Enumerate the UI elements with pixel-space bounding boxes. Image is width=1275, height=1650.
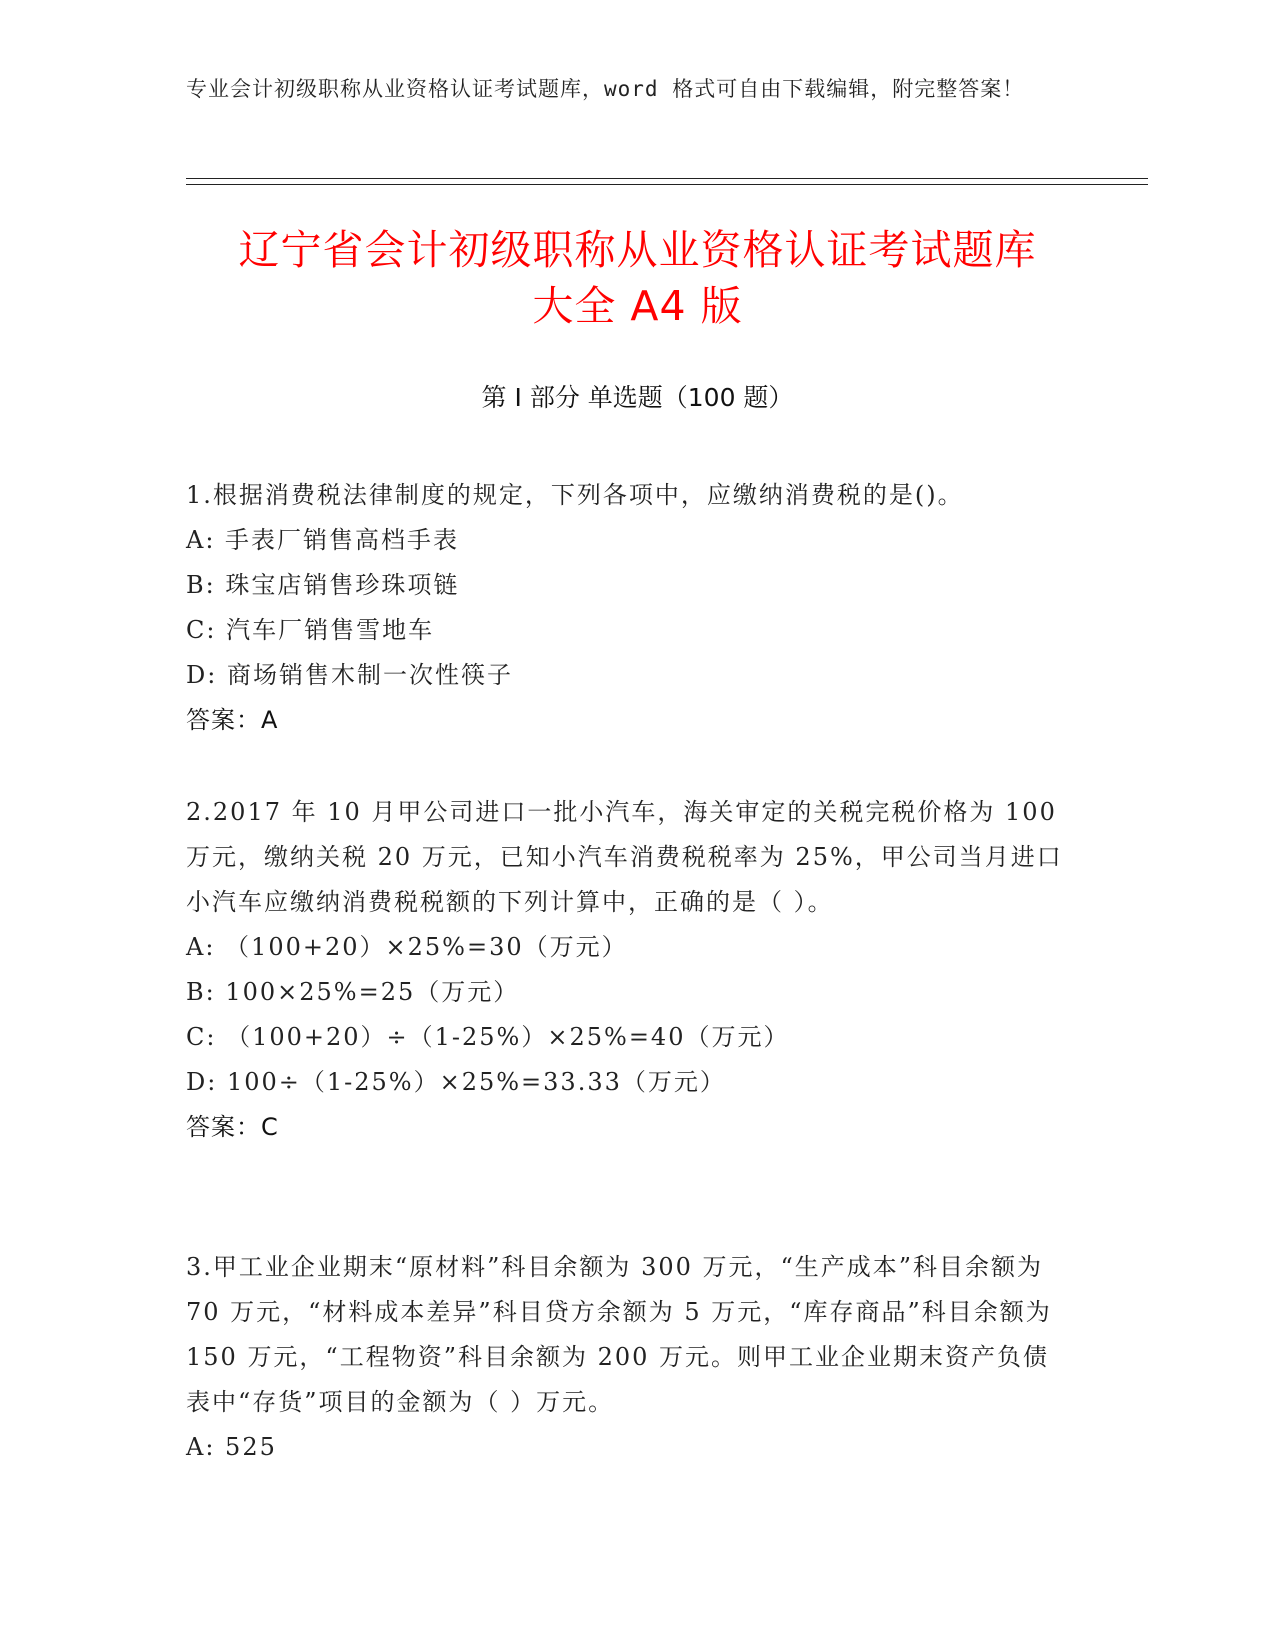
question-stem: 1.根据消费税法律制度的规定，下列各项中，应缴纳消费税的是()。 bbox=[186, 481, 964, 509]
question-1 bbox=[186, 473, 1066, 743]
question-stem: 3.甲工业企业期末“原材料”科目余额为 300 万元，“生产成本”科目余额为 70 万元，“材料成本差异”科目贷方余额为 5 万元，“库存商品”科目余额为 150 万元，“工程物资”科目余额为 200 万元。则甲工业企业期末资产负债表中“存货”项目的金额为（ ）万元。 bbox=[186, 1253, 1052, 1416]
answer: 答案：C bbox=[186, 1113, 279, 1141]
header-note: 专业会计初级职称从业资格认证考试题库，word 格式可自由下载编辑，附完整答案！ bbox=[186, 77, 1025, 101]
option-a: A: （100+20）×25%=30（万元） bbox=[186, 933, 628, 961]
document-title-line-2: 大全 A4 版 bbox=[532, 282, 743, 330]
option-c: C: （100+20）÷（1-25%）×25%=40（万元） bbox=[186, 1023, 790, 1051]
option-d: D: 100÷（1-25%）×25%=33.33（万元） bbox=[186, 1068, 726, 1096]
question-stem: 2.2017 年 10 月甲公司进口一批小汽车，海关审定的关税完税价格为 100 万元，缴纳关税 20 万元，已知小汽车消费税税率为 25%，甲公司当月进口小汽车应缴纳消费税税额的下列计算中，正确的是（ ）。 bbox=[186, 798, 1063, 916]
option-b: B: 珠宝店销售珍珠项链 bbox=[186, 571, 460, 599]
option-a: A: 手表厂销售高档手表 bbox=[186, 526, 460, 554]
question-2 bbox=[186, 790, 1066, 1150]
document-title-line-1: 辽宁省会计初级职称从业资格认证考试题库 bbox=[238, 226, 1037, 274]
header-divider-bottom bbox=[186, 184, 1148, 185]
option-a: A: 525 bbox=[186, 1433, 277, 1461]
answer: 答案：A bbox=[186, 706, 279, 734]
option-b: B: 100×25%=25（万元） bbox=[186, 978, 520, 1006]
option-d: D: 商场销售木制一次性筷子 bbox=[186, 661, 513, 689]
section-title: 第 I 部分 单选题（100 题） bbox=[481, 383, 794, 412]
question-3 bbox=[186, 1245, 1066, 1470]
document-title bbox=[140, 222, 1135, 334]
header-divider-top bbox=[186, 178, 1148, 179]
option-c: C: 汽车厂销售雪地车 bbox=[186, 616, 435, 644]
